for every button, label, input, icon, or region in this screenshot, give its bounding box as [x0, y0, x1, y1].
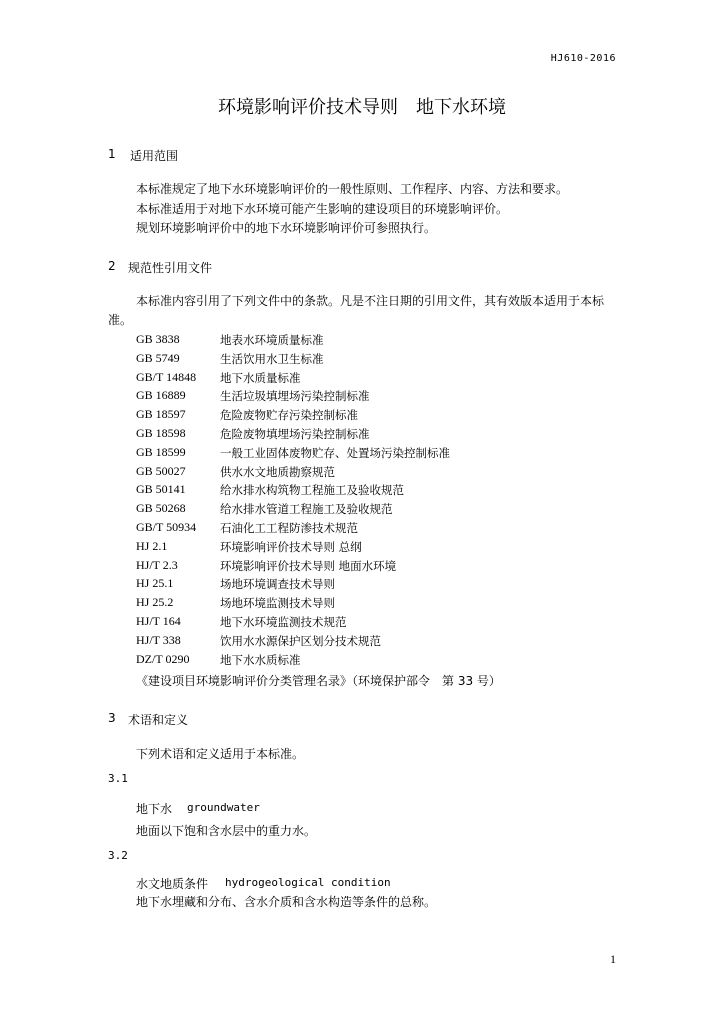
term-definition: 地面以下饱和含水层中的重力水。: [136, 824, 317, 838]
reference-title: 饮用水水源保护区划分技术规范: [220, 634, 381, 648]
reference-code: GB 18597: [136, 407, 186, 421]
section-2-intro: 本标准内容引用了下列文件中的条款。凡是不注日期的引用文件，其有效版本适用于本标准。: [108, 294, 605, 327]
standard-code: HJ610-2016: [550, 53, 616, 64]
section-3-intro: 下列术语和定义适用于本标准。: [136, 747, 305, 761]
reference-code: HJ/T 2.3: [136, 558, 178, 572]
reference-code: HJ/T 338: [136, 633, 181, 647]
reference-title: 场地环境监测技术导则: [220, 596, 335, 610]
section-1-heading: 适用范围: [130, 149, 179, 163]
reference-title: 地表水环境质量标准: [220, 333, 324, 347]
page-number: 1: [610, 952, 616, 966]
reference-title: 危险废物填埋场污染控制标准: [220, 427, 370, 441]
reference-code: GB 3838: [136, 332, 180, 346]
section-1-paragraph: 本标准适用于对地下水环境可能产生影响的建设项目的环境影响评价。: [136, 202, 509, 216]
reference-code: HJ/T 164: [136, 614, 181, 628]
reference-title: 危险废物贮存污染控制标准: [220, 408, 358, 422]
reference-code: GB 5749: [136, 351, 180, 365]
reference-title: 场地环境调查技术导则: [220, 577, 335, 591]
section-3-number: 3: [108, 711, 116, 725]
reference-code: GB 50268: [136, 501, 186, 515]
reference-code: GB 18598: [136, 426, 186, 440]
reference-code: HJ 2.1: [136, 539, 168, 553]
reference-title: 供水水文地质勘察规范: [220, 465, 335, 479]
reference-title: 地下水环境监测技术规范: [220, 615, 347, 629]
reference-code: GB/T 14848: [136, 370, 197, 384]
section-1-paragraph: 规划环境影响评价中的地下水环境影响评价可参照执行。: [136, 221, 437, 235]
reference-title: 给水排水构筑物工程施工及验收规范: [220, 483, 404, 497]
reference-code: GB 16889: [136, 388, 186, 402]
reference-title: 石油化工工程防渗技术规范: [220, 521, 358, 535]
section-3-heading: 术语和定义: [128, 713, 189, 727]
section-2-heading: 规范性引用文件: [128, 261, 213, 275]
reference-title: 给水排水管道工程施工及验收规范: [220, 502, 393, 516]
term-number: 3.2: [108, 849, 128, 862]
reference-title: 生活饮用水卫生标准: [220, 352, 324, 366]
reference-code: GB 18599: [136, 445, 186, 459]
reference-code: GB 50027: [136, 464, 186, 478]
reference-title: 环境影响评价技术导则 地面水环境: [220, 559, 397, 573]
reference-code: GB 50141: [136, 482, 186, 496]
term-definition: 地下水埋藏和分布、含水介质和含水构造等条件的总称。: [136, 895, 437, 909]
section-2-number: 2: [108, 259, 116, 273]
reference-title: 环境影响评价技术导则 总纲: [220, 540, 362, 554]
reference-title: 一般工业固体废物贮存、处置场污染控制标准: [220, 446, 450, 460]
term-en: groundwater: [187, 801, 260, 814]
reference-title: 生活垃圾填埋场污染控制标准: [220, 389, 370, 403]
term-zh: 水文地质条件: [136, 877, 209, 891]
reference-code: HJ 25.1: [136, 576, 174, 590]
reference-code: DZ/T 0290: [136, 652, 190, 666]
reference-title: 地下水质量标准: [220, 371, 301, 385]
reference-last: 《建设项目环境影响评价分类管理名录》（环境保护部令 第 33 号）: [136, 674, 501, 688]
section-1-paragraph: 本标准规定了地下水环境影响评价的一般性原则、工作程序、内容、方法和要求。: [136, 182, 569, 196]
reference-code: GB/T 50934: [136, 520, 197, 534]
term-en: hydrogeological condition: [225, 876, 391, 889]
reference-title: 地下水水质标准: [220, 653, 301, 667]
term-number: 3.1: [108, 772, 128, 785]
reference-code: HJ 25.2: [136, 595, 174, 609]
term-zh: 地下水: [136, 802, 173, 816]
page-title: 环境影响评价技术导则 地下水环境: [218, 97, 506, 118]
section-1-number: 1: [108, 147, 116, 161]
